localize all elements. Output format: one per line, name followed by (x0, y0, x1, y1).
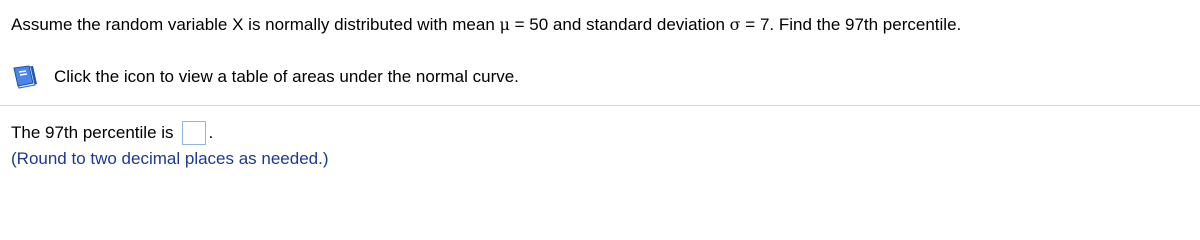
question-part-3: = 7. Find the 97th percentile. (740, 15, 962, 34)
question-part-2: = 50 and standard deviation (509, 15, 730, 34)
rounding-note: (Round to two decimal places as needed.) (11, 149, 329, 168)
question-part-1: Assume the random variable X is normally distributed with mean (11, 15, 500, 34)
help-text: Click the icon to view a table of areas under the normal curve. (54, 67, 519, 86)
answer-prefix: The 97th percentile is (11, 123, 174, 142)
sigma-symbol: σ (729, 15, 741, 34)
mu-symbol: μ (499, 15, 510, 34)
answer-suffix: . (208, 123, 214, 142)
question-text (11, 14, 961, 36)
answer-input[interactable] (182, 121, 206, 145)
book-icon[interactable] (11, 64, 43, 90)
divider (0, 105, 1200, 106)
help-row (11, 64, 519, 90)
answer-row (11, 120, 213, 146)
